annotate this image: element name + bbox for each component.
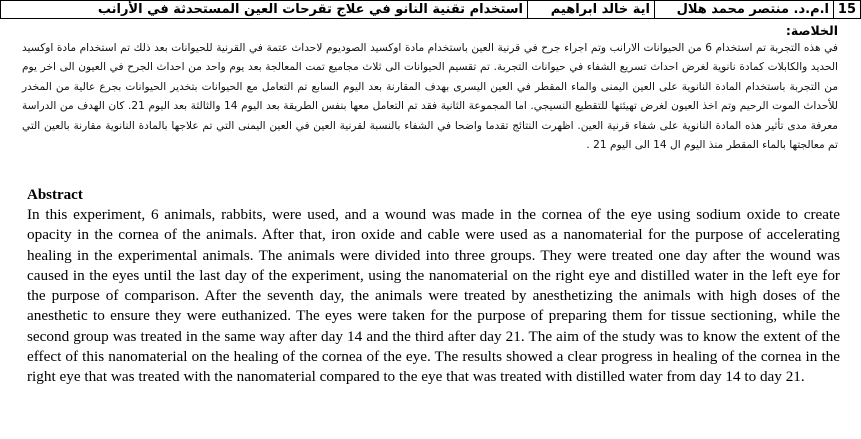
header-paper-title: استخدام تقنية النانو في علاج تقرحات العين المستحدثة في الأرانب [1, 1, 528, 19]
header-second-author: اية خالد ابراهيم [528, 1, 655, 19]
running-header [0, 0, 861, 19]
abstract-heading: Abstract [27, 187, 83, 203]
header-authors: ا.م.د. منتصر محمد هلال [655, 1, 834, 19]
page-number: 15 [834, 1, 861, 19]
arabic-abstract-heading: الخلاصة: [785, 23, 838, 38]
abstract-body: In this experiment, 6 animals, rabbits, were used, and a wound was made in the cornea of the eye using sodium oxide to create opacity in the cornea of the animals. After that, iron oxide and cable were used as a nanomaterial for the purpose of accelerating healing in the experimental animals. The animals were divided into three groups. They were treated one day after the wound was caused in the eyes until the last day of the experiment, using the nanomaterial on the right eye and distilled water in the left eye for the purpose of comparison. After the seventh day, the animals were treated by anesthetizing the animals with high doses of the anesthetic to ensure they were euthanized. The eyes were taken for the purpose of preparing them for tissue sectioning, while the second group was treated in the same way after day 14 and the third after day 21. The aim of the study was to know the extent of the effect of this nanomaterial on the healing of the cornea of the eye. The results showed a clear progress in healing of the cornea in the right eye that was treated with the nanomaterial compared to the eye that was treated with distilled water from day 14 to day 21. [27, 206, 840, 386]
english-abstract [27, 186, 840, 388]
arabic-abstract-body: في هذه التجربة تم استخدام 6 من الحيوانات الارانب وتم اجراء جرح في قرنية العين باستخدام مادة اوكسيد الصوديوم لاحداث عتمة في القرنية للحيوانات بعد ذلك تم استخدام مادة اوكسيد الحديد والكابلات كمادة نانوية لغرض احداث تسريع الشفاء في حيوانات التجربة. تم تقسيم الحيوانات الى ثلاث مجاميع تمت المعالجة بعد يوم واحد من احداث الجرح في العيون الى اخر يوم من التجربة باستخدام المادة النانوية على العين اليمنى والماء المقطر في العين اليسرى بهدف المقارنة بعد اليوم السابع تم التعامل مع الحيوانات بتخدير الحيوانات بجرع عالية من المخدر للأحداث الموت الرحيم وتم اخذ العيون لغرض تهيئتها للتقطيع النسيجي. اما المجموعة الثانية فقد تم التعامل معها بنفس الطريقة بعد اليوم 14 والثالثة بعد اليوم 21. كان الهدف من الدراسة معرفة مدى تأثير هذه المادة النانوية على شفاء قرنية العين. اظهرت النتائج تقدما واضحا في الشفاء بالنسبة لقرنية العين في العين اليمنى التي تم علاجها بالمادة النانوية مقارنة بالعين التي تم معالجتها بالماء المقطر منذ اليوم ال 14 الى اليوم 21 . [22, 42, 839, 152]
arabic-abstract [22, 22, 838, 155]
